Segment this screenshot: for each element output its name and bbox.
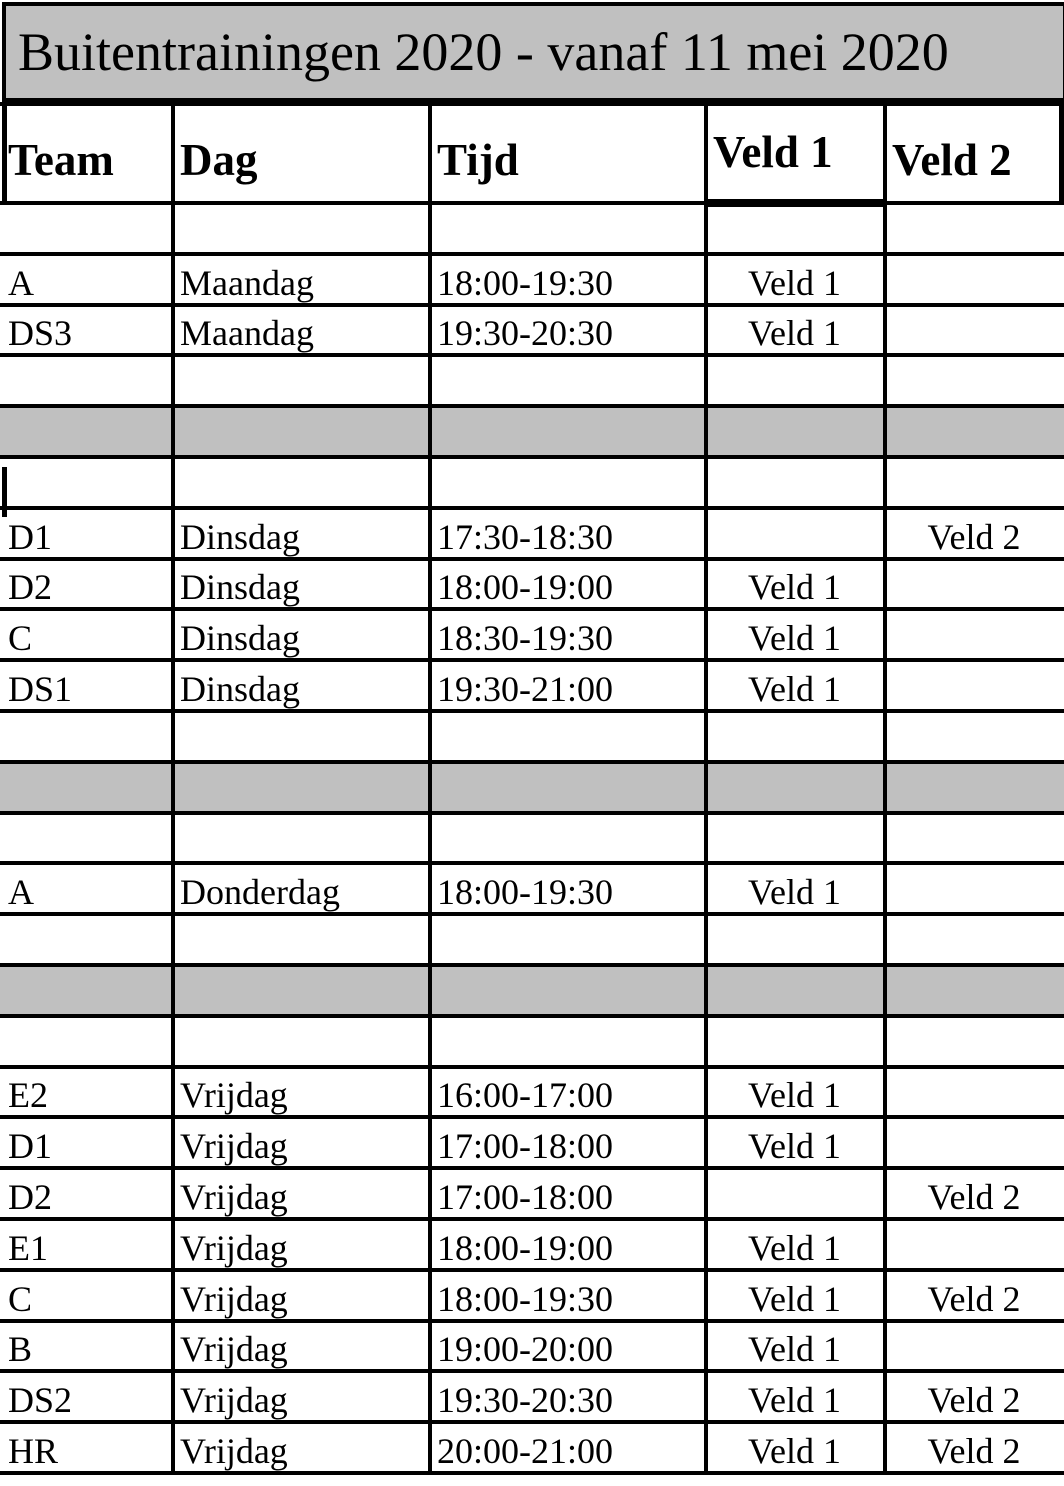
table-cell-dag	[172, 1067, 429, 1118]
table-cell-team	[0, 355, 172, 406]
grid-line-horizontal	[0, 455, 1064, 459]
cell-text: 17:00-18:00	[437, 1126, 613, 1167]
table-cell-team	[0, 1067, 172, 1118]
grid-line-horizontal	[0, 1065, 1064, 1069]
cell-text: 18:00-19:30	[437, 872, 613, 913]
table-cell-veld2	[884, 1168, 1064, 1219]
table-cell-dag	[172, 559, 429, 610]
table-cell-team	[0, 914, 172, 965]
grid-line-horizontal	[0, 1166, 1064, 1170]
grid-line-horizontal	[0, 1014, 1064, 1018]
table-cell-veld1	[705, 1067, 884, 1118]
cell-text: HR	[8, 1430, 59, 1471]
table-cell-veld2	[884, 863, 1064, 914]
cell-text: Veld 1	[748, 618, 841, 659]
cell-text: Veld 1	[748, 1380, 841, 1421]
table-cell-veld1	[705, 660, 884, 711]
grid-line-horizontal	[0, 811, 1064, 815]
table-cell-dag	[172, 508, 429, 559]
cell-text: 18:00-19:00	[437, 567, 613, 608]
table-cell-team	[0, 1270, 172, 1321]
grid-line-vertical	[704, 103, 708, 1475]
table-cell-veld1	[705, 711, 884, 762]
cell-text: Veld 1	[748, 872, 841, 913]
cell-text: D2	[8, 1176, 52, 1217]
table-cell-dag	[172, 1422, 429, 1473]
table-cell-dag	[172, 457, 429, 508]
cell-text: Veld 2	[927, 1176, 1021, 1217]
table-cell-dag	[172, 1117, 429, 1168]
table-cell-tijd	[429, 813, 705, 864]
cell-text: Veld 1	[748, 1126, 841, 1167]
cell-text: Veld 1	[748, 668, 841, 709]
cell-text: 18:00-19:30	[437, 262, 613, 303]
table-cell-dag	[172, 1371, 429, 1422]
grid-line-horizontal	[0, 201, 1064, 205]
grid-line-horizontal	[0, 1268, 1064, 1272]
table-cell-dag	[172, 965, 429, 1016]
cell-text: E1	[8, 1227, 48, 1268]
table-cell-veld1	[705, 813, 884, 864]
table-cell-tijd	[429, 508, 705, 559]
table-cell-veld2	[884, 406, 1064, 457]
table-cell-team	[0, 305, 172, 356]
cell-text: Veld 1	[748, 1227, 841, 1268]
table-cell-tijd	[429, 914, 705, 965]
table-cell-team	[0, 609, 172, 660]
table-cell-team	[0, 711, 172, 762]
table-cell-team	[0, 762, 172, 813]
table-cell-dag	[172, 711, 429, 762]
cell-text: DS2	[8, 1380, 73, 1421]
cell-text: Veld 1	[748, 1278, 841, 1319]
cell-text: DS1	[8, 668, 73, 709]
cell-text: A	[8, 262, 34, 303]
table-cell-veld2	[884, 508, 1064, 559]
table-cell-team	[0, 406, 172, 457]
table-cell-veld1	[705, 457, 884, 508]
table-cell-team	[0, 1016, 172, 1067]
table-cell-veld2	[884, 1067, 1064, 1118]
table-cell-team	[0, 863, 172, 914]
cell-text: 16:00-17:00	[437, 1075, 613, 1116]
table-cell-veld2	[884, 813, 1064, 864]
table-cell-veld1	[705, 1371, 884, 1422]
cell-text: A	[8, 872, 34, 913]
table-cell-veld1	[705, 559, 884, 610]
table-cell-team	[0, 457, 172, 508]
cell-text: Veld 1	[748, 1430, 841, 1471]
cell-text: 18:00-19:00	[437, 1227, 613, 1268]
table-cell-veld2	[884, 1117, 1064, 1168]
table-cell-team	[0, 813, 172, 864]
cell-text: Vrijdag	[180, 1380, 288, 1421]
cell-text: D1	[8, 1126, 52, 1167]
table-cell-tijd	[429, 305, 705, 356]
table-cell-veld1	[705, 406, 884, 457]
table-cell-veld1	[705, 1117, 884, 1168]
table-cell-veld2	[884, 1270, 1064, 1321]
table-cell-veld1	[705, 609, 884, 660]
table-cell-veld2	[884, 1371, 1064, 1422]
grid-line-horizontal	[0, 557, 1064, 561]
grid-line-horizontal	[0, 506, 1064, 510]
cell-text: Vrijdag	[180, 1176, 288, 1217]
table-cell-veld2	[884, 1219, 1064, 1270]
grid-line-horizontal	[0, 760, 1064, 764]
grid-line-horizontal	[0, 607, 1064, 611]
table-cell-dag	[172, 1270, 429, 1321]
table-cell-veld1	[705, 1321, 884, 1372]
cell-text: 19:30-21:00	[437, 668, 613, 709]
table-cell-tijd	[429, 457, 705, 508]
table-cell-veld2	[884, 609, 1064, 660]
cell-text: 20:00-21:00	[437, 1430, 613, 1471]
grid-line-vertical	[428, 103, 432, 1475]
table-cell-dag	[172, 914, 429, 965]
table-cell-tijd	[429, 203, 705, 254]
grid-line-horizontal	[0, 1420, 1064, 1424]
grid-line-horizontal	[0, 658, 1064, 662]
cell-text: 18:30-19:30	[437, 618, 613, 659]
table-cell-team	[0, 1168, 172, 1219]
table-cell-veld2	[884, 1321, 1064, 1372]
cell-text: Veld 1	[748, 567, 841, 608]
cell-text: Donderdag	[180, 872, 340, 913]
grid-line-horizontal	[0, 404, 1064, 408]
cell-text: Vrijdag	[180, 1227, 288, 1268]
column-header-team	[0, 103, 172, 203]
grid-line-horizontal	[0, 1369, 1064, 1373]
grid-line-horizontal	[0, 252, 1064, 256]
table-cell-veld1	[705, 1422, 884, 1473]
cell-text: Vrijdag	[180, 1126, 288, 1167]
table-cell-team	[0, 1371, 172, 1422]
table-cell-dag	[172, 609, 429, 660]
table-cell-veld1	[705, 203, 884, 254]
table-cell-veld1	[705, 863, 884, 914]
column-header-dag	[172, 103, 429, 203]
grid-line-vertical	[2, 467, 7, 517]
table-cell-veld1	[705, 305, 884, 356]
cell-text: Veld 1	[748, 313, 841, 354]
table-cell-team	[0, 1321, 172, 1372]
table-cell-tijd	[429, 1117, 705, 1168]
cell-text: Veld 2	[927, 516, 1021, 557]
table-cell-tijd	[429, 762, 705, 813]
table-cell-team	[0, 1422, 172, 1473]
cell-text: 17:30-18:30	[437, 516, 613, 557]
table-cell-veld2	[884, 660, 1064, 711]
table-cell-veld1	[705, 965, 884, 1016]
table-cell-veld2	[884, 457, 1064, 508]
cell-text: D2	[8, 567, 52, 608]
grid-line-horizontal	[0, 303, 1064, 307]
table-cell-tijd	[429, 1219, 705, 1270]
table-cell-tijd	[429, 1422, 705, 1473]
cell-text: 17:00-18:00	[437, 1176, 613, 1217]
grid-line-horizontal	[0, 709, 1064, 713]
cell-text: 18:00-19:30	[437, 1278, 613, 1319]
cell-text: 19:30-20:30	[437, 1380, 613, 1421]
column-header-label: Veld 2	[892, 135, 1012, 185]
table-cell-veld2	[884, 355, 1064, 406]
cell-text: B	[8, 1329, 33, 1370]
grid-line-horizontal	[0, 1319, 1064, 1323]
table-cell-tijd	[429, 1067, 705, 1118]
grid-line-horizontal	[0, 1217, 1064, 1221]
table-cell-dag	[172, 1168, 429, 1219]
grid-line-vertical	[171, 103, 175, 1475]
column-header-label: Dag	[180, 135, 258, 185]
cell-text: Dinsdag	[180, 516, 300, 557]
cell-text: Veld 2	[927, 1380, 1021, 1421]
table-cell-team	[0, 965, 172, 1016]
cell-text: Dinsdag	[180, 618, 300, 659]
table-cell-dag	[172, 305, 429, 356]
column-header-label: Team	[8, 135, 114, 185]
grid-line-horizontal	[0, 912, 1064, 916]
grid-line-vertical	[1059, 103, 1064, 203]
table-cell-tijd	[429, 609, 705, 660]
cell-text: Veld 2	[927, 1430, 1021, 1471]
table-cell-tijd	[429, 254, 705, 305]
cell-text: Veld 1	[748, 262, 841, 303]
table-cell-veld1	[705, 1016, 884, 1067]
table-cell-tijd	[429, 1270, 705, 1321]
grid-line-horizontal	[0, 1115, 1064, 1119]
cell-text: E2	[8, 1075, 48, 1116]
column-header-tijd	[429, 103, 705, 203]
table-cell-dag	[172, 1321, 429, 1372]
table-cell-tijd	[429, 355, 705, 406]
table-cell-tijd	[429, 660, 705, 711]
table-cell-tijd	[429, 1371, 705, 1422]
cell-text: Vrijdag	[180, 1329, 288, 1370]
table-cell-veld1	[705, 355, 884, 406]
table-cell-veld2	[884, 914, 1064, 965]
sheet-title: Buitentrainingen 2020 - vanaf 11 mei 2020	[18, 22, 949, 82]
table-cell-team	[0, 559, 172, 610]
table-cell-veld2	[884, 559, 1064, 610]
table-cell-tijd	[429, 711, 705, 762]
table-cell-tijd	[429, 1016, 705, 1067]
table-cell-veld2	[884, 305, 1064, 356]
table-cell-dag	[172, 660, 429, 711]
table-cell-veld2	[884, 254, 1064, 305]
cell-text: Maandag	[180, 262, 314, 303]
cell-text: Veld 1	[748, 1075, 841, 1116]
table-cell-veld1	[705, 1219, 884, 1270]
table-cell-tijd	[429, 1168, 705, 1219]
table-cell-tijd	[429, 965, 705, 1016]
cell-text: 19:30-20:30	[437, 313, 613, 354]
cell-text: D1	[8, 516, 52, 557]
table-cell-team	[0, 1219, 172, 1270]
column-header-veld2	[884, 103, 1064, 203]
table-cell-veld2	[884, 203, 1064, 254]
table-cell-veld2	[884, 711, 1064, 762]
grid-line-horizontal	[0, 102, 1064, 106]
table-cell-veld2	[884, 762, 1064, 813]
table-cell-team	[0, 660, 172, 711]
cell-text: Dinsdag	[180, 567, 300, 608]
cell-text: DS3	[8, 313, 73, 354]
table-cell-tijd	[429, 1321, 705, 1372]
table-cell-tijd	[429, 406, 705, 457]
grid-line-vertical	[2, 103, 7, 203]
table-cell-dag	[172, 406, 429, 457]
table-cell-veld1	[705, 762, 884, 813]
table-cell-veld1	[705, 1270, 884, 1321]
table-cell-veld2	[884, 1422, 1064, 1473]
table-cell-veld2	[884, 965, 1064, 1016]
table-cell-dag	[172, 254, 429, 305]
table-cell-dag	[172, 863, 429, 914]
table-cell-dag	[172, 355, 429, 406]
grid-line-vertical	[883, 103, 887, 1475]
table-cell-tijd	[429, 559, 705, 610]
column-header-veld1	[705, 103, 884, 203]
cell-text: Vrijdag	[180, 1430, 288, 1471]
table-cell-team	[0, 203, 172, 254]
table-cell-veld2	[884, 1016, 1064, 1067]
cell-text: Vrijdag	[180, 1075, 288, 1116]
table-cell-dag	[172, 762, 429, 813]
table-cell-dag	[172, 813, 429, 864]
cell-text: 19:00-20:00	[437, 1329, 613, 1370]
table-cell-tijd	[429, 863, 705, 914]
grid-line-horizontal	[0, 963, 1064, 967]
table-cell-veld1	[705, 508, 884, 559]
table-cell-veld1	[705, 914, 884, 965]
cell-text: Maandag	[180, 313, 314, 354]
cell-text: Veld 2	[927, 1278, 1021, 1319]
column-header-label: Veld 1	[713, 127, 833, 177]
cell-text: Veld 1	[748, 1329, 841, 1370]
grid-line-horizontal	[0, 861, 1064, 865]
table-cell-dag	[172, 203, 429, 254]
table-cell-team	[0, 1117, 172, 1168]
table-cell-team	[0, 508, 172, 559]
grid-line-horizontal	[705, 199, 884, 207]
table-cell-dag	[172, 1016, 429, 1067]
table-cell-veld1	[705, 1168, 884, 1219]
table-cell-team	[0, 254, 172, 305]
table-cell-veld1	[705, 254, 884, 305]
table-cell-dag	[172, 1219, 429, 1270]
cell-text: Dinsdag	[180, 668, 300, 709]
cell-text: C	[8, 618, 33, 659]
cell-text: C	[8, 1278, 33, 1319]
column-header-label: Tijd	[437, 135, 519, 185]
grid-line-horizontal	[0, 353, 1064, 357]
cell-text: Vrijdag	[180, 1278, 288, 1319]
grid-line-horizontal	[0, 1471, 1064, 1475]
